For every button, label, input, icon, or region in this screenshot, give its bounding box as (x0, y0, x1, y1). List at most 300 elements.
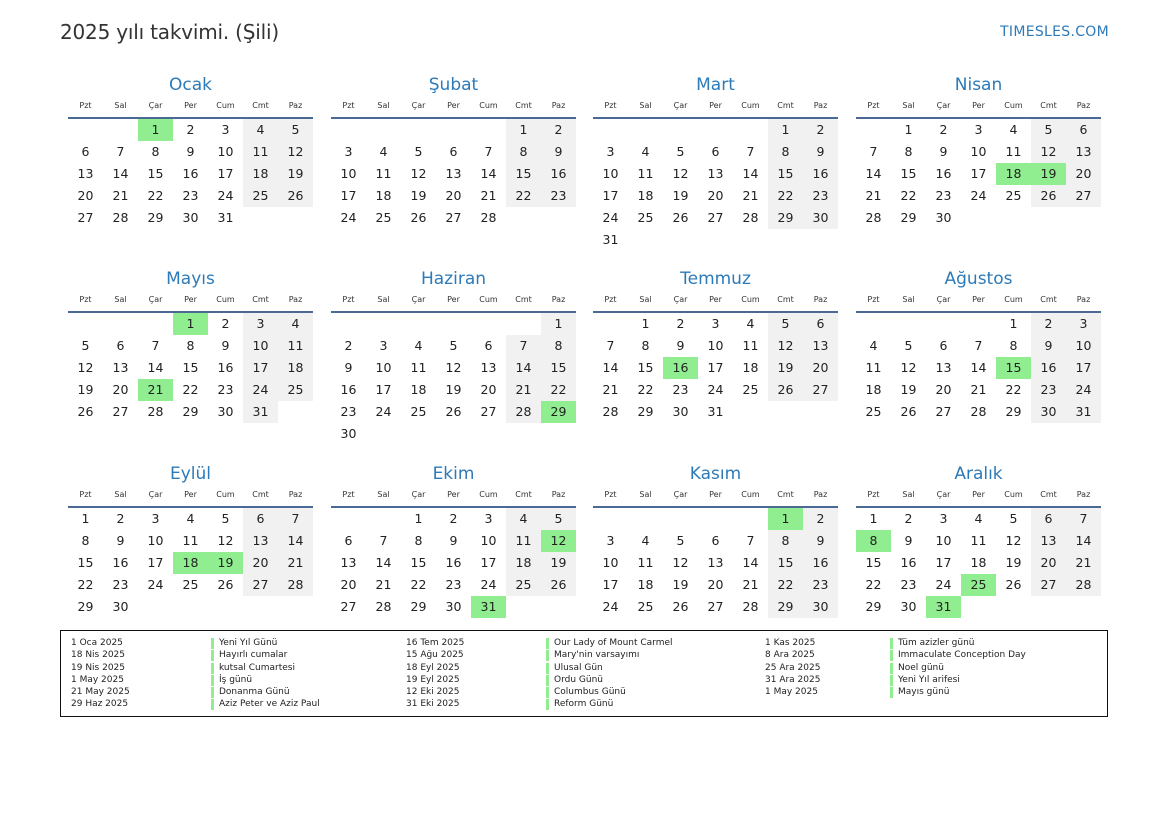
week-row (593, 596, 838, 618)
empty-cell (733, 401, 768, 423)
week-row (68, 357, 313, 379)
day-cell: 3 (484, 511, 493, 526)
day-cell: 26 (410, 210, 427, 225)
legend-holiday-name: Aziz Peter ve Aziz Paul (219, 699, 320, 710)
day-cell: 3 (974, 122, 983, 137)
weekend-day: 7 (1066, 508, 1101, 530)
weekend-day: 9 (1031, 335, 1066, 357)
day-cell: 11 (970, 533, 987, 548)
weekday-label: Cum (216, 490, 235, 499)
day-cell: 19 (410, 188, 427, 203)
legend-color-bar (211, 638, 214, 649)
day-cell: 4 (746, 316, 755, 331)
day-cell: 21 (480, 188, 497, 203)
day-cell: 15 (182, 360, 199, 375)
week-row (68, 163, 313, 185)
day-cell: 8 (186, 338, 195, 353)
day-cell: 10 (340, 166, 357, 181)
legend-item (71, 674, 411, 686)
empty-cell (698, 508, 733, 530)
weekday-label: Çar (673, 295, 688, 304)
day-cell: 8 (81, 533, 90, 548)
day-cell: 7 (116, 144, 125, 159)
weekend-day: 9 (541, 141, 576, 163)
day-cell: 17 (602, 577, 619, 592)
day-cell: 14 (375, 555, 392, 570)
day-cell: 1 (81, 511, 90, 526)
day-cell: 19 (672, 188, 689, 203)
weekend-day: 8 (506, 141, 541, 163)
weekend-day: 9 (803, 141, 838, 163)
day-cell: 30 (900, 599, 917, 614)
weekday-header (856, 292, 1101, 308)
day-cell: 12 (217, 533, 234, 548)
weekday-label: Paz (288, 295, 303, 304)
day-cell: 8 (1009, 338, 1018, 353)
legend-date: 29 Haz 2025 (71, 699, 129, 710)
legend-item (71, 649, 411, 661)
weekend-day: 13 (1031, 530, 1066, 552)
day-cell: 4 (186, 511, 195, 526)
day-cell: 20 (112, 382, 129, 397)
weekday-label: Çar (148, 101, 163, 110)
weekend-day: 18 (278, 357, 313, 379)
month-name: Ağustos (944, 269, 1013, 289)
weekday-label: Cmt (1040, 295, 1057, 304)
day-cell: 27 (480, 404, 497, 419)
day-cell: 11 (742, 338, 759, 353)
weekday-label: Cum (479, 295, 498, 304)
empty-cell (331, 313, 366, 335)
day-cell: 19 (1005, 555, 1022, 570)
weekday-label: Sal (114, 295, 127, 304)
weekend-day: 25 (506, 574, 541, 596)
empty-cell (996, 207, 1031, 229)
weekend-day: 18 (243, 163, 278, 185)
legend-item (71, 698, 411, 710)
weekday-label: Cum (1004, 101, 1023, 110)
legend-color-bar (211, 675, 214, 686)
weekend-day: 4 (506, 508, 541, 530)
week-row (68, 313, 313, 335)
weekend-day: 13 (1066, 141, 1101, 163)
day-cell: 9 (904, 533, 913, 548)
brand-link[interactable]: TIMESLES.COM (1000, 24, 1109, 40)
month-block (331, 266, 576, 445)
day-cell: 24 (970, 188, 987, 203)
weekday-header (331, 487, 576, 503)
legend-date: 25 Ara 2025 (765, 662, 821, 673)
day-cell: 16 (900, 555, 917, 570)
day-cell: 13 (707, 555, 724, 570)
day-cell: 13 (77, 166, 94, 181)
day-cell: 12 (410, 166, 427, 181)
week-row (593, 229, 838, 251)
empty-cell (471, 313, 506, 335)
day-cell: 29 (637, 404, 654, 419)
weekend-day: 3 (1066, 313, 1101, 335)
legend-color-bar (546, 699, 549, 710)
day-cell: 30 (112, 599, 129, 614)
weekday-header (593, 98, 838, 114)
empty-cell (138, 313, 173, 335)
weekday-label: Cum (1004, 490, 1023, 499)
empty-cell (593, 508, 628, 530)
day-cell: 12 (672, 555, 689, 570)
weekday-label: Pzt (79, 295, 92, 304)
weekday-label: Per (184, 295, 197, 304)
weekday-label: Cum (741, 295, 760, 304)
month-name: Aralık (954, 464, 1003, 484)
day-cell: 1 (414, 511, 423, 526)
holiday-day: 1 (173, 313, 208, 335)
legend-holiday-name: Yeni Yıl arifesi (898, 674, 960, 685)
weekend-day: 9 (803, 530, 838, 552)
day-cell: 3 (606, 533, 615, 548)
day-cell: 8 (151, 144, 160, 159)
weekday-label: Sal (377, 295, 390, 304)
month-name: Eylül (169, 464, 212, 484)
weekend-day: 11 (243, 141, 278, 163)
day-cell: 14 (112, 166, 129, 181)
day-cell: 19 (900, 382, 917, 397)
legend-color-bar (890, 675, 893, 686)
week-row (593, 508, 838, 530)
day-cell: 9 (344, 360, 353, 375)
weekday-label: Sal (639, 295, 652, 304)
day-cell: 24 (935, 577, 952, 592)
day-cell: 16 (340, 382, 357, 397)
day-cell: 15 (865, 555, 882, 570)
empty-cell (68, 119, 103, 141)
legend-color-bar (546, 638, 549, 649)
day-cell: 9 (221, 338, 230, 353)
empty-cell (856, 119, 891, 141)
week-row (331, 141, 576, 163)
day-cell: 31 (217, 210, 234, 225)
day-cell: 25 (182, 577, 199, 592)
day-cell: 3 (344, 144, 353, 159)
weekend-day: 24 (243, 379, 278, 401)
day-cell: 6 (939, 338, 948, 353)
weekend-day: 28 (1066, 574, 1101, 596)
weekday-label: Pzt (342, 490, 355, 499)
day-cell: 22 (182, 382, 199, 397)
day-cell: 18 (637, 577, 654, 592)
weekday-header (856, 98, 1101, 114)
day-cell: 10 (375, 360, 392, 375)
weekend-day: 14 (506, 357, 541, 379)
weekday-label: Paz (288, 490, 303, 499)
legend-color-bar (211, 663, 214, 674)
day-cell: 11 (1005, 144, 1022, 159)
holiday-day: 1 (138, 119, 173, 141)
day-cell: 3 (606, 144, 615, 159)
week-row (856, 357, 1101, 379)
legend-item (406, 649, 746, 661)
weekday-label: Cmt (515, 490, 532, 499)
legend-column (406, 637, 746, 711)
week-row (593, 163, 838, 185)
week-row (331, 574, 576, 596)
day-cell: 10 (707, 338, 724, 353)
month-block (856, 266, 1101, 423)
weekend-day: 23 (803, 185, 838, 207)
legend-item (71, 662, 411, 674)
weekday-label: Per (184, 490, 197, 499)
weekend-day: 27 (1066, 185, 1101, 207)
weekend-day: 6 (803, 313, 838, 335)
day-cell: 24 (602, 599, 619, 614)
day-cell: 5 (414, 144, 423, 159)
weekend-day: 15 (541, 357, 576, 379)
weekend-day: 16 (803, 552, 838, 574)
day-cell: 12 (900, 360, 917, 375)
day-cell: 25 (410, 404, 427, 419)
day-cell: 23 (217, 382, 234, 397)
day-cell: 31 (707, 404, 724, 419)
weekend-day: 4 (278, 313, 313, 335)
day-cell: 23 (672, 382, 689, 397)
weekend-day: 4 (243, 119, 278, 141)
weekend-day: 16 (541, 163, 576, 185)
weekend-day: 22 (768, 185, 803, 207)
day-cell: 29 (77, 599, 94, 614)
day-cell: 11 (637, 166, 654, 181)
day-cell: 5 (676, 533, 685, 548)
weekend-day: 23 (541, 185, 576, 207)
day-cell: 17 (707, 360, 724, 375)
legend-color-bar (890, 638, 893, 649)
day-cell: 25 (375, 210, 392, 225)
day-cell: 21 (970, 382, 987, 397)
weekday-header (593, 292, 838, 308)
empty-cell (733, 508, 768, 530)
day-cell: 18 (375, 188, 392, 203)
empty-cell (436, 423, 471, 445)
weekend-day: 5 (768, 313, 803, 335)
legend-date: 31 Eki 2025 (406, 699, 460, 710)
day-cell: 6 (81, 144, 90, 159)
day-cell: 25 (742, 382, 759, 397)
empty-cell (103, 313, 138, 335)
day-cell: 14 (742, 166, 759, 181)
day-cell: 6 (711, 144, 720, 159)
day-cell: 30 (217, 404, 234, 419)
day-cell: 3 (379, 338, 388, 353)
month-block (331, 72, 576, 229)
week-row (856, 313, 1101, 335)
day-cell: 30 (935, 210, 952, 225)
empty-cell (663, 229, 698, 251)
weekend-day: 26 (768, 379, 803, 401)
day-cell: 31 (602, 232, 619, 247)
weekday-header (68, 292, 313, 308)
weekend-day: 1 (768, 119, 803, 141)
week-row (593, 207, 838, 229)
week-row (331, 596, 576, 618)
week-row (856, 401, 1101, 423)
month-name: Mart (696, 75, 735, 95)
day-cell: 8 (904, 144, 913, 159)
weekday-label: Cmt (515, 295, 532, 304)
weekday-header (331, 292, 576, 308)
weekday-label: Cum (216, 295, 235, 304)
day-cell: 6 (484, 338, 493, 353)
day-cell: 10 (602, 555, 619, 570)
day-cell: 12 (672, 166, 689, 181)
weekend-day: 16 (803, 163, 838, 185)
legend-color-bar (546, 650, 549, 661)
day-cell: 24 (217, 188, 234, 203)
holiday-day: 18 (996, 163, 1031, 185)
empty-cell (593, 119, 628, 141)
month-block (68, 266, 313, 423)
day-cell: 13 (707, 166, 724, 181)
day-cell: 11 (865, 360, 882, 375)
week-row (331, 207, 576, 229)
day-cell: 28 (480, 210, 497, 225)
week-row (331, 530, 576, 552)
day-cell: 29 (900, 210, 917, 225)
day-cell: 6 (344, 533, 353, 548)
weekend-day: 6 (1066, 119, 1101, 141)
day-cell: 29 (147, 210, 164, 225)
month-block (68, 461, 313, 618)
empty-cell (401, 119, 436, 141)
legend-date: 1 Oca 2025 (71, 638, 123, 648)
weekend-day: 1 (541, 313, 576, 335)
day-cell: 27 (112, 404, 129, 419)
weekend-day: 17 (1066, 357, 1101, 379)
empty-cell (733, 229, 768, 251)
weekday-label: Paz (551, 295, 566, 304)
day-cell: 20 (480, 382, 497, 397)
week-row (331, 335, 576, 357)
weekday-label: Per (709, 490, 722, 499)
week-row (593, 119, 838, 141)
day-cell: 9 (449, 533, 458, 548)
month-name: Ekim (432, 464, 475, 484)
day-cell: 16 (217, 360, 234, 375)
day-cell: 13 (340, 555, 357, 570)
weekday-label: Cmt (777, 295, 794, 304)
weekend-day: 10 (243, 335, 278, 357)
weekday-label: Paz (551, 490, 566, 499)
weekend-day: 31 (1066, 401, 1101, 423)
day-cell: 23 (112, 577, 129, 592)
day-cell: 30 (182, 210, 199, 225)
empty-cell (1066, 207, 1101, 229)
legend-holiday-name: Mary'nin varsayımı (554, 650, 640, 661)
day-cell: 7 (606, 338, 615, 353)
day-cell: 23 (900, 577, 917, 592)
day-cell: 1 (904, 122, 913, 137)
week-row (331, 163, 576, 185)
day-cell: 6 (449, 144, 458, 159)
day-cell: 3 (221, 122, 230, 137)
day-cell: 7 (746, 533, 755, 548)
empty-cell (803, 401, 838, 423)
holiday-day: 31 (471, 596, 506, 618)
weekend-day: 13 (243, 530, 278, 552)
day-cell: 7 (869, 144, 878, 159)
day-cell: 17 (147, 555, 164, 570)
day-cell: 28 (970, 404, 987, 419)
weekday-header (856, 487, 1101, 503)
day-cell: 2 (676, 316, 685, 331)
day-cell: 13 (112, 360, 129, 375)
week-row (856, 552, 1101, 574)
day-cell: 25 (1005, 188, 1022, 203)
day-cell: 2 (904, 511, 913, 526)
week-row (593, 530, 838, 552)
weekend-day: 12 (278, 141, 313, 163)
legend-item (71, 637, 411, 649)
day-cell: 20 (340, 577, 357, 592)
weekday-header (331, 98, 576, 114)
weekend-day: 15 (506, 163, 541, 185)
legend-holiday-name: Yeni Yıl Günü (219, 638, 278, 648)
day-cell: 23 (935, 188, 952, 203)
day-cell: 16 (935, 166, 952, 181)
weekday-label: Cmt (1040, 101, 1057, 110)
empty-cell (331, 119, 366, 141)
legend-date: 19 Nis 2025 (71, 662, 125, 673)
weekday-label: Pzt (604, 295, 617, 304)
weekend-day: 30 (1031, 401, 1066, 423)
weekend-day: 20 (1031, 552, 1066, 574)
empty-cell (506, 207, 541, 229)
empty-cell (891, 313, 926, 335)
day-cell: 5 (676, 144, 685, 159)
day-cell: 6 (711, 533, 720, 548)
weekend-day: 15 (768, 163, 803, 185)
day-cell: 14 (970, 360, 987, 375)
day-cell: 14 (865, 166, 882, 181)
day-cell: 22 (637, 382, 654, 397)
weekday-label: Per (184, 101, 197, 110)
weekend-day: 2 (803, 119, 838, 141)
day-cell: 14 (602, 360, 619, 375)
weekday-label: Sal (114, 490, 127, 499)
weekday-header (593, 487, 838, 503)
holiday-day: 16 (663, 357, 698, 379)
legend-holiday-name: Noel günü (898, 662, 944, 673)
legend-holiday-name: İş günü (219, 674, 253, 685)
weekday-label: Çar (148, 295, 163, 304)
legend-color-bar (546, 663, 549, 674)
empty-cell (628, 119, 663, 141)
week-row (593, 552, 838, 574)
day-cell: 4 (1009, 122, 1018, 137)
day-cell: 10 (935, 533, 952, 548)
empty-cell (243, 207, 278, 229)
day-cell: 27 (445, 210, 462, 225)
day-cell: 16 (445, 555, 462, 570)
weekend-day: 21 (506, 379, 541, 401)
weekend-day: 3 (243, 313, 278, 335)
legend-color-bar (890, 687, 893, 698)
empty-cell (208, 596, 243, 618)
empty-cell (593, 313, 628, 335)
empty-cell (436, 313, 471, 335)
legend-column (71, 637, 411, 711)
day-cell: 26 (1005, 577, 1022, 592)
empty-cell (541, 596, 576, 618)
day-cell: 27 (77, 210, 94, 225)
weekend-day: 25 (278, 379, 313, 401)
